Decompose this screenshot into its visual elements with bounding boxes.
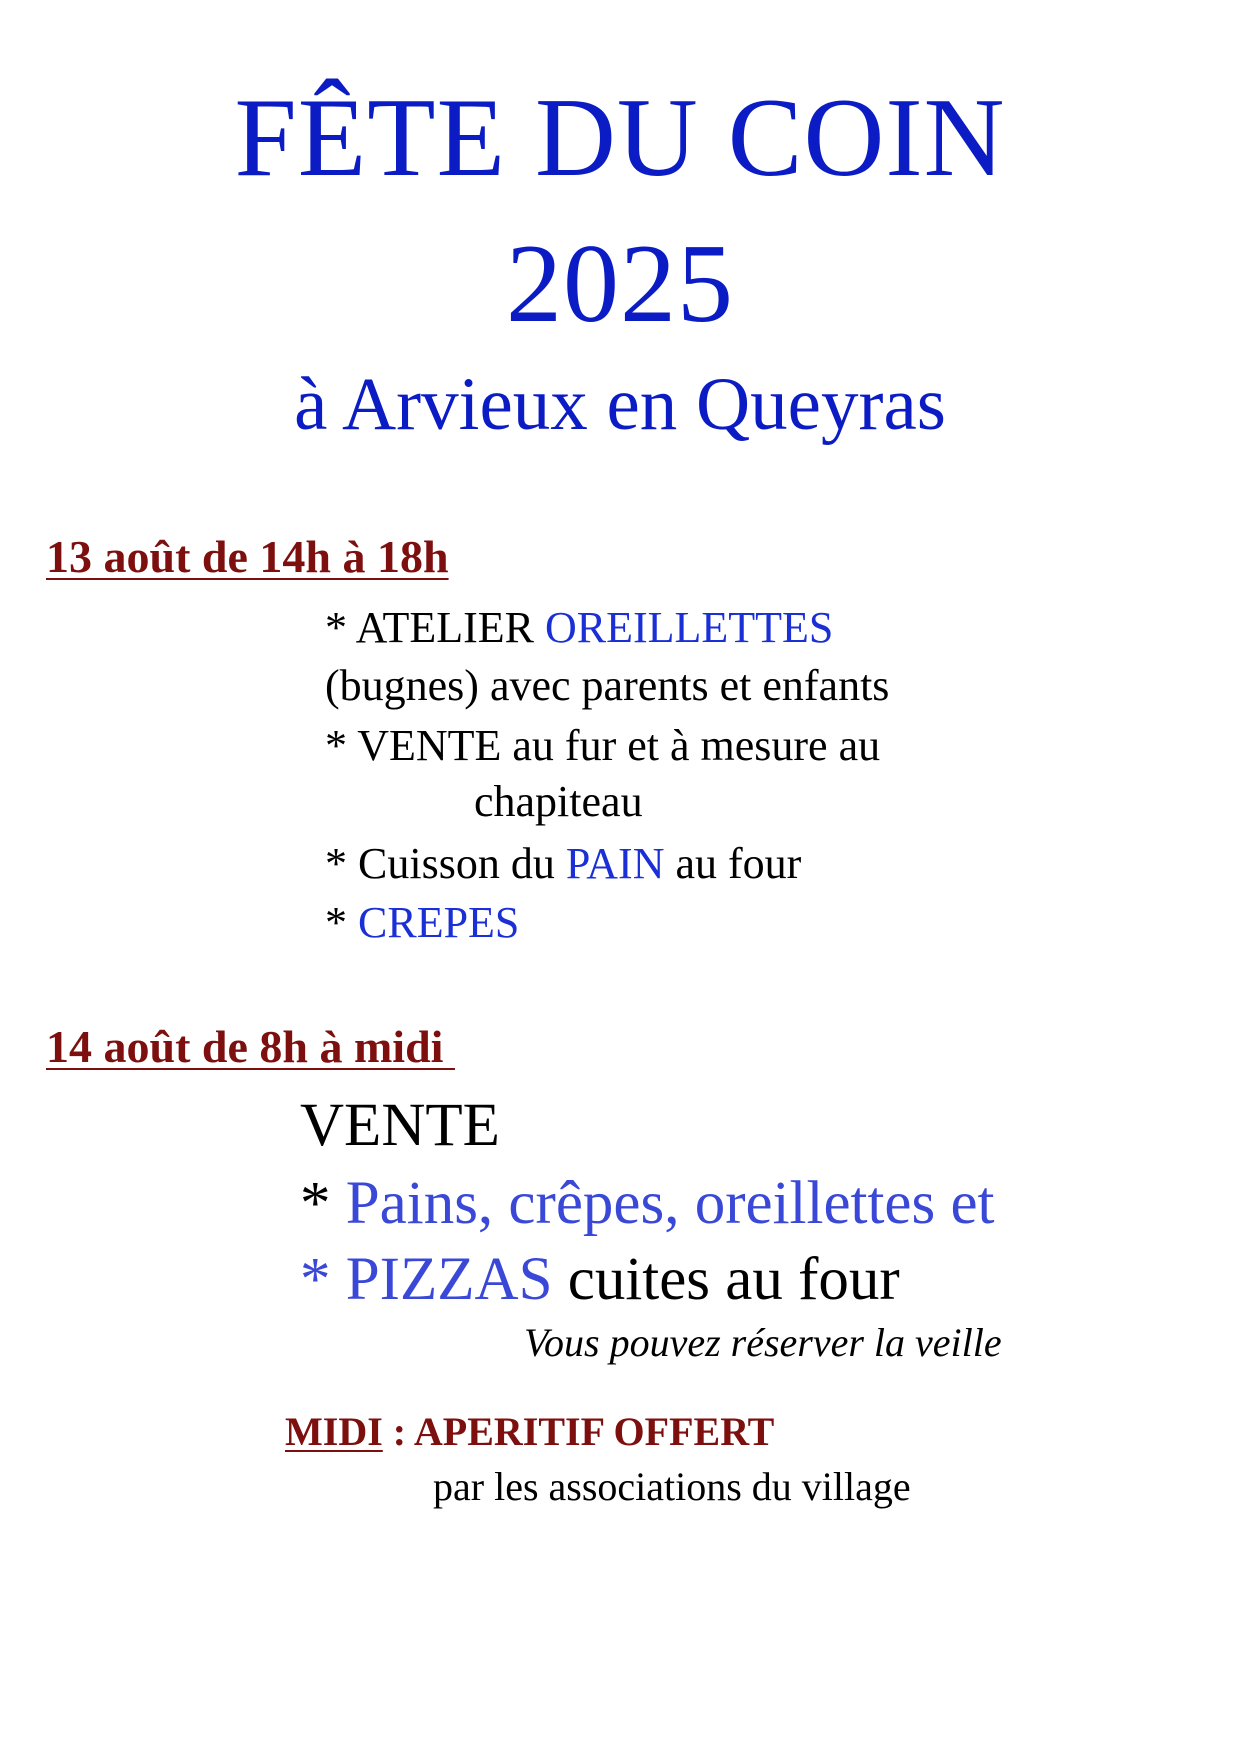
day1-item-vente: * VENTE au fur et à mesure au [325, 721, 881, 770]
day2-heading [46, 1021, 455, 1072]
day1-item-crepes-highlight: CREPES [358, 898, 520, 947]
day2-reservation-note: Vous pouvez réserver la veille [524, 1320, 1002, 1365]
day2-line-products [300, 1170, 995, 1237]
midi-associations: par les associations du village [433, 1464, 911, 1509]
day1-item-pain-suffix: au four [664, 839, 802, 888]
day1-item-crepes-prefix: * [325, 898, 358, 947]
day2-line-pizzas-suffix: cuites au four [552, 1246, 900, 1313]
day1-item-atelier-prefix: * ATELIER [325, 603, 545, 652]
day1-item-pain-highlight: PAIN [565, 839, 665, 888]
poster-year: 2025 [506, 222, 734, 346]
day2-heading-text: 14 août de 8h à midi [46, 1021, 444, 1072]
day2-vente: VENTE [300, 1092, 500, 1159]
day1-item-pain [325, 839, 802, 888]
midi-aperitif [285, 1409, 775, 1454]
day1-item-atelier-highlight: OREILLETTES [544, 603, 834, 652]
day2-line-products-highlight: Pains, crêpes, oreillettes et [345, 1170, 995, 1237]
midi-label: MIDI [285, 1409, 383, 1454]
day1-item-vente-cont: chapiteau [474, 777, 643, 826]
poster-location: à Arvieux en Queyras [294, 363, 946, 446]
day2-line-pizzas [300, 1246, 900, 1313]
day1-item-atelier [325, 603, 834, 652]
day1-item-atelier-cont: (bugnes) avec parents et enfants [325, 661, 890, 710]
day1-item-crepes [325, 898, 520, 947]
midi-aperitif-text: : APERITIF OFFERT [382, 1409, 775, 1454]
day1-heading: 13 août de 14h à 18h [46, 531, 449, 582]
day1-item-pain-prefix: * Cuisson du [325, 839, 566, 888]
day2-line-products-prefix: * [300, 1170, 346, 1237]
day2-line-pizzas-highlight: * PIZZAS [300, 1246, 553, 1313]
poster-title: FÊTE DU COIN [234, 76, 1006, 200]
